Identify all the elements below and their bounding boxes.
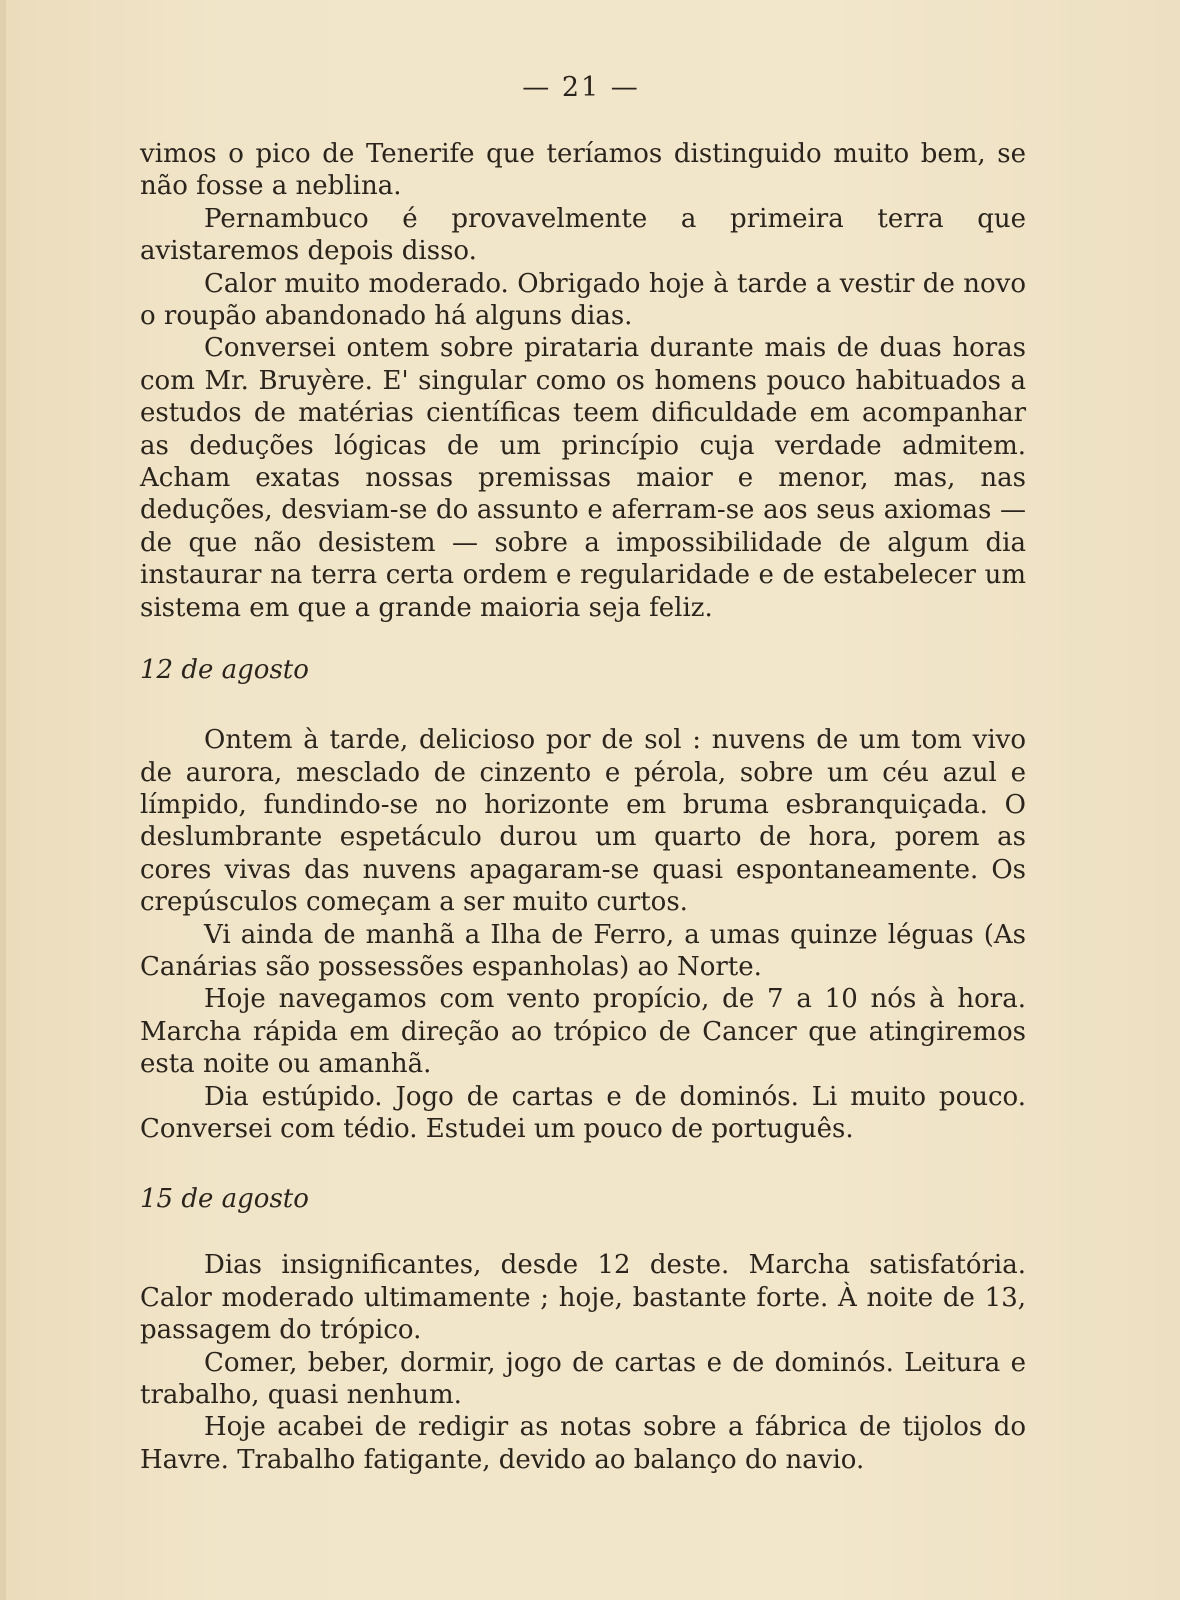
paragraph: Ontem à tarde, delicioso por de sol : nuvens de um tom vivo de aurora, mesclado de cinzento e pérola, sobre um céu azul e límpido, fundindo-se no horizonte em bruma esbranquiçada. O deslumbrante espetáculo durou um quarto de hora, porem as cores vivas das nuvens apagaram-se quasi espontaneamente. Os crepúsculos começam a ser muito curtos. (140, 725, 1026, 918)
paragraph: Hoje navegamos com vento propício, de 7 a 10 nós à hora. Marcha rápida em direção ao trópico de Cancer que atingiremos esta noite ou amanhã. (140, 984, 1026, 1080)
entry-date: 12 de agosto (140, 655, 309, 686)
paragraph: Conversei ontem sobre pirataria durante mais de duas horas com Mr. Bruyère. E' singular como os homens pouco habituados a estudos de matérias científicas teem dificuldade em acompanhar as deduções lógicas de um princípio cuja verdade admitem. Acham exatas nossas premissas maior e menor, mas, nas deduções, desviam-se do assunto e aferram-se aos seus axiomas — de que não desistem — sobre a impossibilidade de algum dia instaurar na terra certa ordem e regularidade e de estabelecer um sistema em que a grande maioria seja feliz. (140, 333, 1026, 623)
paragraph: Pernambuco é provavelmente a primeira terra que avistaremos depois disso. (140, 203, 1026, 267)
paragraph: vimos o pico de Tenerife que teríamos distinguido muito bem, se não fosse a neblina. (140, 139, 1026, 202)
paragraph: Vi ainda de manhã a Ilha de Ferro, a umas quinze léguas (As Canárias são possessões espanholas) ao Norte. (140, 919, 1026, 982)
paragraph: Comer, beber, dormir, jogo de cartas e de dominós. Leitura e trabalho, quasi nenhum. (140, 1347, 1026, 1410)
paragraph: Hoje acabei de redigir as notas sobre a fábrica de tijolos do Havre. Trabalho fatigante, devido ao balanço do navio. (140, 1412, 1026, 1475)
page-number: — 21 — (522, 72, 640, 103)
paragraph: Dia estúpido. Jogo de cartas e de dominós. Li muito pouco. Conversei com tédio. Estudei um pouco de português. (140, 1081, 1026, 1144)
paragraph: Calor muito moderado. Obrigado hoje à tarde a vestir de novo o roupão abandonado há alguns dias. (140, 268, 1026, 332)
page-text (140, 138, 1026, 1476)
paragraph: Dias insignificantes, desde 12 deste. Marcha satisfatória. Calor moderado ultimamente ; hoje, bastante forte. À noite de 13, passagem do trópico. (140, 1250, 1026, 1346)
entry-date: 15 de agosto (140, 1184, 309, 1215)
